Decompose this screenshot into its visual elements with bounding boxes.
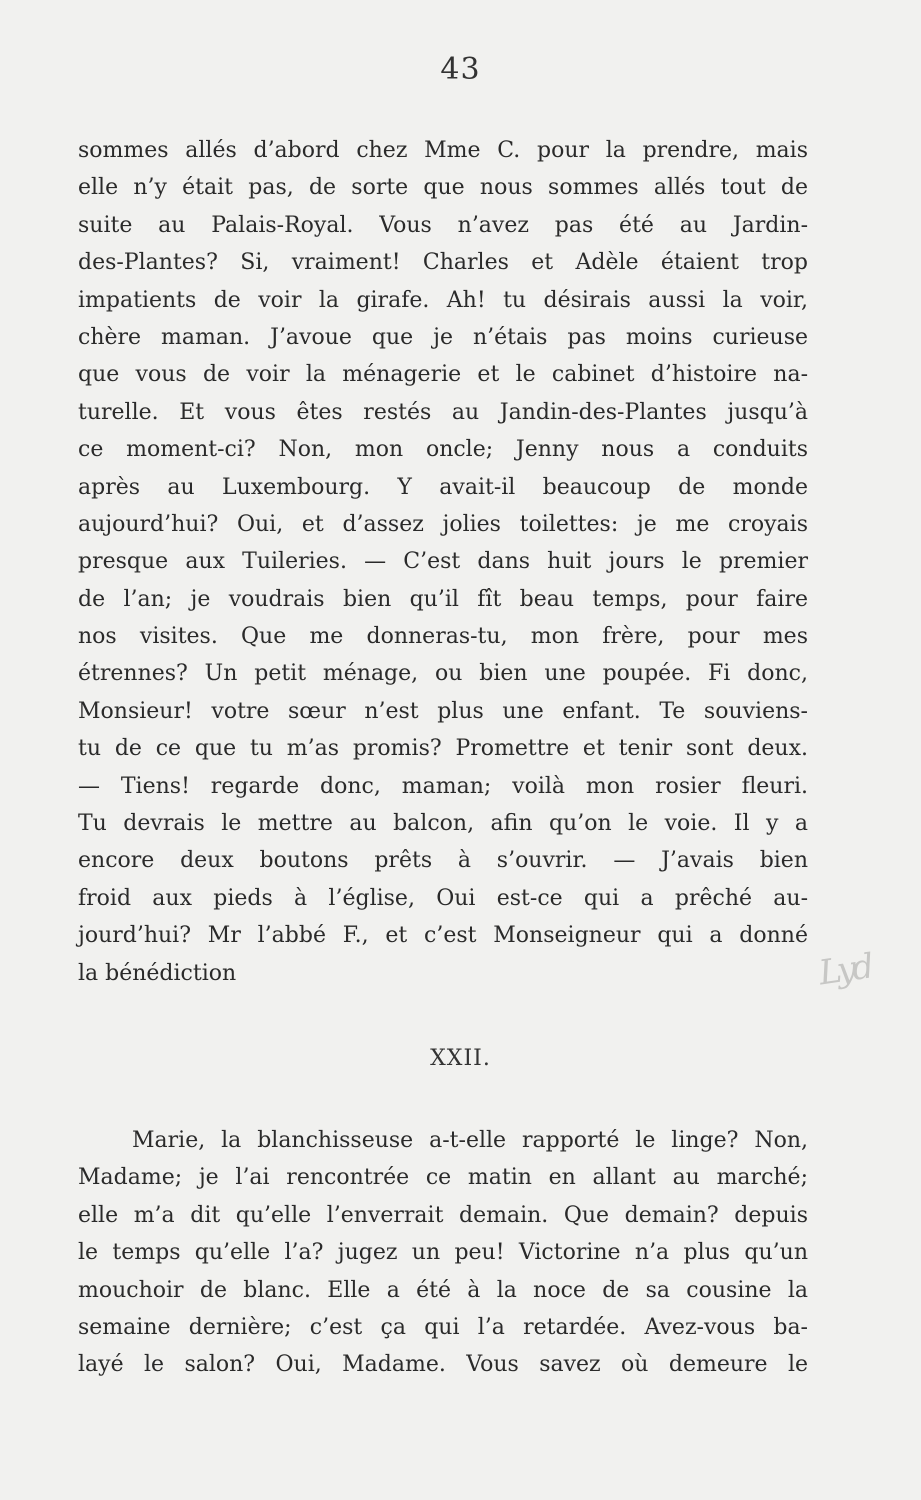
text-line: jourd’hui? Mr l’abbé F., et c’est Monseigneur qui a donné xyxy=(78,923,808,949)
paragraph-1 xyxy=(78,132,808,992)
text-line: aujourd’hui? Oui, et d’assez jolies toilettes: je me croyais xyxy=(78,511,808,537)
text-line: froid aux pieds à l’église, Oui est-ce qui a prêché au- xyxy=(78,885,808,911)
text-line: suite au Palais-Royal. Vous n’avez pas été au Jardin- xyxy=(78,212,808,238)
text-line: étrennes? Un petit ménage, ou bien une poupée. Fi donc, xyxy=(78,661,808,687)
text-line: elle m’a dit qu’elle l’enverrait demain. Que demain? depuis xyxy=(78,1202,808,1228)
margin-note-text: Lyd xyxy=(816,946,873,994)
handwritten-margin-note xyxy=(816,943,903,1010)
text-line: mouchoir de blanc. Elle a été à la noce de sa cousine la xyxy=(78,1277,808,1303)
text-line: Monsieur! votre sœur n’est plus une enfant. Te souviens- xyxy=(78,698,808,724)
paragraph-2 xyxy=(78,1122,808,1384)
text-line: après au Luxembourg. Y avait-il beaucoup de monde xyxy=(78,474,808,500)
text-line: sommes allés d’abord chez Mme C. pour la prendre, mais xyxy=(78,138,808,163)
text-line: Marie, la blanchisseuse a-t-elle rapporté le linge? Non, xyxy=(132,1128,808,1153)
text-line: la bénédiction xyxy=(78,960,237,986)
page-number: 43 xyxy=(440,52,481,87)
text-line: le temps qu’elle l’a? jugez un peu! Victorine n’a plus qu’un xyxy=(78,1240,808,1266)
section-heading: XXII. xyxy=(430,1046,491,1071)
text-line: encore deux boutons prêts à s’ouvrir. — J’avais bien xyxy=(78,848,808,874)
text-line: elle n’y était pas, de sorte que nous sommes allés tout de xyxy=(78,175,808,201)
text-line: Tu devrais le mettre au balcon, afin qu’on le voie. Il y a xyxy=(78,811,808,837)
text-line: de l’an; je voudrais bien qu’il fît beau temps, pour faire xyxy=(78,586,808,612)
text-line: semaine dernière; c’est ça qui l’a retardée. Avez-vous ba- xyxy=(78,1314,808,1340)
text-line: presque aux Tuileries. — C’est dans huit jours le premier xyxy=(78,549,808,575)
text-line: turelle. Et vous êtes restés au Jandin-des-Plantes jusqu’à xyxy=(78,399,808,425)
text-line: Madame; je l’ai rencontrée ce matin en allant au marché; xyxy=(78,1165,808,1191)
text-line: impatients de voir la girafe. Ah! tu désirais aussi la voir, xyxy=(78,287,808,313)
text-line: chère maman. J’avoue que je n’étais pas moins curieuse xyxy=(78,324,808,350)
text-line: que vous de voir la ménagerie et le cabinet d’histoire na- xyxy=(78,362,808,388)
text-line: nos visites. Que me donneras-tu, mon frère, pour mes xyxy=(78,624,808,650)
text-line: tu de ce que tu m’as promis? Promettre et tenir sont deux. xyxy=(78,736,808,762)
text-line: des-Plantes? Si, vraiment! Charles et Adèle étaient trop xyxy=(78,250,808,276)
text-line: layé le salon? Oui, Madame. Vous savez où demeure le xyxy=(78,1352,808,1378)
text-line: ce moment-ci? Non, mon oncle; Jenny nous a conduits xyxy=(78,437,808,463)
text-line: — Tiens! regarde donc, maman; voilà mon rosier fleuri. xyxy=(78,773,808,799)
